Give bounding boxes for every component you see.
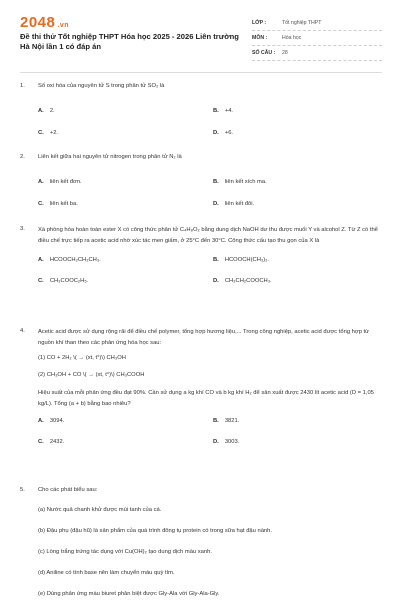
statement-b: (b) Đậu phụ (đậu hũ) là sản phẩm của quá trình đông tụ protein có trong sữa hạt đậu nành. bbox=[38, 528, 272, 534]
question-text-2: Hiệu suất của mỗi phản ứng đều đạt 90%. Cần sử dụng a kg khí CO và b kg khí H₂ để sản xuất được 2430 lít acetic acid (D = 1,05 kg/L). Tổng (a + b) bằng bao nhiêu? bbox=[38, 390, 374, 407]
question-text: Liên kết giữa hai nguyên tử nitrogen trong phân tử N₂ là bbox=[38, 154, 182, 160]
meta-row-socau bbox=[252, 46, 382, 61]
option-d[interactable] bbox=[213, 200, 254, 209]
question-number: 1. bbox=[20, 83, 25, 89]
option-letter: B. bbox=[213, 108, 219, 114]
header bbox=[20, 14, 382, 64]
header-divider bbox=[20, 72, 382, 73]
option-b[interactable] bbox=[213, 178, 267, 187]
option-text: +2. bbox=[49, 130, 59, 136]
option-text: 3094. bbox=[49, 418, 65, 424]
options bbox=[38, 409, 382, 449]
option-text: HCOOCH(CH₃)₂. bbox=[224, 257, 270, 263]
option-letter: B. bbox=[213, 418, 219, 424]
meta-row-mon bbox=[252, 31, 382, 46]
option-letter: C. bbox=[38, 439, 44, 445]
options bbox=[38, 246, 382, 286]
option-text: 2. bbox=[49, 108, 55, 114]
option-letter: A. bbox=[38, 179, 44, 185]
option-a[interactable] bbox=[38, 178, 82, 187]
meta-value-mon: Hóa học bbox=[282, 35, 302, 41]
option-text: 3821. bbox=[224, 418, 240, 424]
question-number: 2. bbox=[20, 154, 25, 160]
question-number: 4. bbox=[20, 328, 25, 334]
option-text: +6. bbox=[224, 130, 234, 136]
statement-a: (a) Nước quả chanh khử được mùi tanh của cá. bbox=[38, 507, 162, 513]
option-text: CH₃COOC₂H₅. bbox=[49, 278, 89, 284]
option-letter: B. bbox=[213, 179, 219, 185]
option-d[interactable] bbox=[213, 129, 233, 138]
meta-label-socau: SỐ CÂU : bbox=[252, 50, 276, 56]
option-c[interactable] bbox=[38, 438, 64, 447]
statement-e: (e) Dùng phản ứng màu biuret phân biệt được Gly-Ala với Gly-Ala-Gly. bbox=[38, 591, 220, 597]
question-text: Xà phòng hóa hoàn toàn ester X có công thức phân tử C₄H₈O₂ bằng dung dịch NaOH dư thu được muối Y và alcohol Z. Từ Z có thể điều chế trực tiếp ra acetic acid nhờ xúc tác men giấm, ở 25°C đến 30°C. Công thức cấu tạo thu gọn của X là bbox=[38, 227, 378, 244]
option-c[interactable] bbox=[38, 200, 78, 209]
question-text: Số oxi hóa của nguyên tử S trong phân tử SO₂ là bbox=[38, 83, 165, 89]
option-letter: A. bbox=[38, 418, 44, 424]
option-letter: A. bbox=[38, 257, 44, 263]
option-text: 3003. bbox=[224, 439, 240, 445]
option-c[interactable] bbox=[38, 277, 88, 286]
option-c[interactable] bbox=[38, 129, 58, 138]
options bbox=[38, 91, 382, 136]
option-text: +4. bbox=[224, 108, 234, 114]
meta-value-lop: Tốt nghiệp THPT bbox=[282, 20, 322, 26]
option-b[interactable] bbox=[213, 107, 233, 116]
options bbox=[38, 162, 382, 207]
question-number: 3. bbox=[20, 226, 25, 232]
logo-text[interactable]: 2048 bbox=[20, 14, 56, 31]
option-text: liên kết ba. bbox=[49, 201, 78, 207]
option-text: 2432. bbox=[49, 439, 65, 445]
question-5 bbox=[20, 486, 382, 599]
option-d[interactable] bbox=[213, 277, 272, 286]
question-2 bbox=[20, 153, 382, 207]
option-text: liên kết đôi. bbox=[224, 201, 255, 207]
option-letter: D. bbox=[213, 201, 219, 207]
option-letter: B. bbox=[213, 257, 219, 263]
meta-label-lop: LỚP : bbox=[252, 20, 267, 26]
option-b[interactable] bbox=[213, 417, 239, 426]
option-letter: D. bbox=[213, 439, 219, 445]
statement-d: (d) Aniline có tính base nên làm chuyển màu quỳ tím. bbox=[38, 570, 175, 576]
question-text: Cho các phát biểu sau: bbox=[38, 487, 98, 493]
option-letter: A. bbox=[38, 108, 44, 114]
option-a[interactable] bbox=[38, 107, 55, 116]
meta-row-lop bbox=[252, 16, 382, 31]
question-number: 5. bbox=[20, 487, 25, 493]
question-text: Acetic acid được sử dụng rộng rãi để điều chế polymer, tổng hợp hương liệu,... Trong công nghiệp, acetic acid được tổng hợp từ nguồn khí than theo các phản ứng hóa học sau: bbox=[38, 329, 370, 346]
option-text: liên kết xích ma. bbox=[224, 179, 267, 185]
option-d[interactable] bbox=[213, 438, 239, 447]
option-a[interactable] bbox=[38, 256, 101, 265]
logo-suffix: .vn bbox=[57, 22, 69, 29]
option-b[interactable] bbox=[213, 256, 269, 265]
option-text: liên kết đơn. bbox=[49, 179, 82, 185]
exam-meta bbox=[252, 16, 382, 61]
option-letter: C. bbox=[38, 201, 44, 207]
question-4 bbox=[20, 327, 382, 449]
option-letter: C. bbox=[38, 130, 44, 136]
option-a[interactable] bbox=[38, 417, 64, 426]
option-letter: D. bbox=[213, 278, 219, 284]
page-title: Đề thi thử Tốt nghiệp THPT Hóa học 2025 - 2026 Liên trường Hà Nội lần 1 có đáp án bbox=[20, 32, 239, 51]
question-3 bbox=[20, 225, 382, 286]
meta-label-mon: MÔN : bbox=[252, 35, 268, 41]
question-1 bbox=[20, 82, 382, 136]
option-text: CH₃CH₂COOCH₃. bbox=[224, 278, 272, 284]
meta-value-socau: 28 bbox=[282, 50, 288, 56]
option-text: HCOOCH₂CH₂CH₃. bbox=[49, 257, 101, 263]
reaction-2: (2) CH₃OH + CO \( → (xt, t°)\) CH₃COOH bbox=[38, 372, 145, 378]
reaction-1: (1) CO + 2H₂ \( → (xt, t°)\) CH₃OH bbox=[38, 355, 126, 361]
option-letter: C. bbox=[38, 278, 44, 284]
statement-c: (c) Lòng trắng trứng tác dụng với Cu(OH)₂ tạo dung dịch màu xanh. bbox=[38, 549, 212, 555]
option-letter: D. bbox=[213, 130, 219, 136]
